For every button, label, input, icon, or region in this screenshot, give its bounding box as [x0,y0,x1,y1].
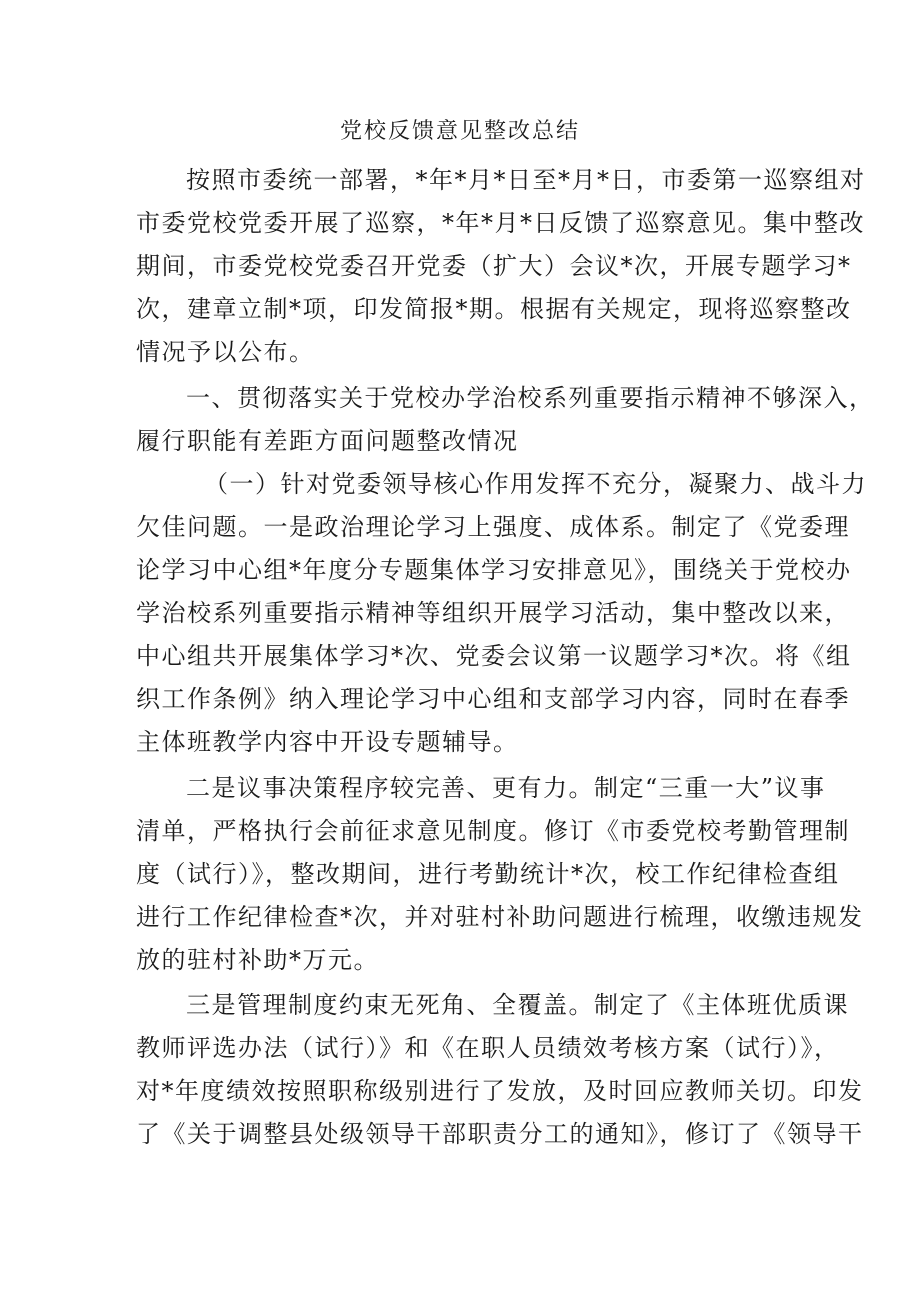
paragraph-line: 学治校系列重要指示精神等组织开展学习活动，集中整改以来， [136,599,850,627]
paragraph-line: 主体班教学内容中开设专题辅导。 [136,728,519,756]
paragraph-line: 度（试行）》，整改期间，进行考勤统计*次，校工作纪律检查组 [136,860,840,888]
paragraph-line: 了《关于调整县处级领导干部职责分工的通知》，修订了《领导干 [136,1120,864,1148]
paragraph-line: 欠佳问题。一是政治理论学习上强度、成体系。制定了《党委理 [136,513,850,541]
paragraph-line: 清单，严格执行会前征求意见制度。修订《市委党校考勤管理制 [136,817,850,845]
paragraph-line: 三是管理制度约束无死角、全覆盖。制定了《主体班优质课 [186,991,849,1019]
paragraph-line: 情况予以公布。 [136,338,315,366]
paragraph-line: 期间，市委党校党委召开党委（扩大）会议*次，开展专题学习* [136,252,852,280]
paragraph-line: 对*年度绩效按照职称级别进行了发放，及时回应教师关切。印发 [136,1077,864,1105]
section-heading-line: 一、贯彻落实关于党校办学治校系列重要指示精神不够深入， [186,384,875,412]
paragraph-line: 论学习中心组*年度分专题集体学习安排意见》，围绕关于党校办 [136,556,852,584]
paragraph-line: 按照市委统一部署，*年*月*日至*月*日，市委第一巡察组对 [186,166,866,194]
section-heading-line: 履行职能有差距方面问题整改情况 [136,427,519,455]
paragraph-line: 中心组共开展集体学习*次、党委会议第一议题学习*次。将《组 [136,642,852,670]
paragraph-line: （一）针对党委领导核心作用发挥不充分，凝聚力、战斗力 [204,470,867,498]
paragraph-line: 进行工作纪律检查*次，并对驻村补助问题进行梳理，收缴违规发 [136,903,864,931]
paragraph-line: 二是议事决策程序较完善、更有力。制定“三重一大”议事 [186,774,826,802]
paragraph-line: 织工作条例》纳入理论学习中心组和支部学习内容，同时在春季 [136,685,850,713]
paragraph-line: 次，建章立制*项，印发简报*期。根据有关规定，现将巡察整改 [136,295,852,323]
document-title: 党校反馈意见整改总结 [339,119,580,144]
paragraph-line: 放的驻村补助*万元。 [136,946,379,974]
paragraph-line: 市委党校党委开展了巡察，*年*月*日反馈了巡察意见。集中整改 [136,209,865,237]
paragraph-line: 教师评选办法（试行）》和《在职人员绩效考核方案（试行）》， [136,1034,840,1062]
